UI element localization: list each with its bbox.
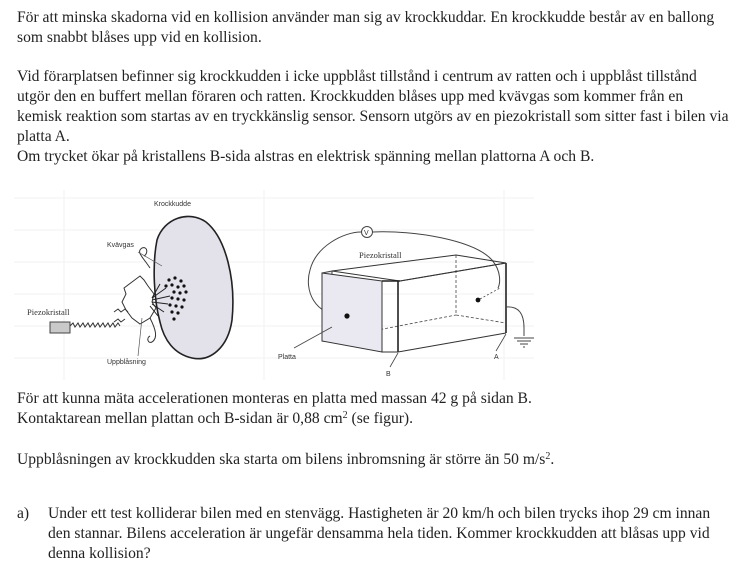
piezo-crystal-block: [50, 322, 70, 333]
question-text: Under ett test kolliderar bilen med en stenvägg. Hastigheten är 20 km/h och bilen trycks ihop 29 cm innan den stannar. Bilens acceleration är ungefär densamma hela tiden. Kommer krockkudden att blåsas upp vid denna kollision?: [48, 505, 711, 562]
b-leader: [390, 353, 398, 367]
threshold-unit-exponent: 2: [545, 451, 551, 462]
ground-icon: [514, 338, 534, 347]
ground-wire: [506, 307, 524, 336]
intro-text: För att minska skadorna vid en kollision använder man sig av krockkuddar. En krockkudde består av en ballong som snabbt blåses upp vid en kollision.: [17, 9, 715, 46]
threshold-text: [17, 450, 732, 470]
figure-drawing: [14, 190, 574, 382]
sensor-description: [17, 67, 732, 167]
area-text-end: (se figur).: [347, 410, 414, 427]
question-label: a): [17, 505, 30, 522]
sensor-text: Vid förarplatsen befinner sig krockkudden i icke uppblåst tillstånd i centrum av ratten och i uppblåst tillstånd utgör den en buffert mellan föraren och ratten. Krockkudden blåses upp med kvävgas som kommer från en kemisk reaktion som startas av en tryckkänslig sensor. Sensorn utgörs av en piezokristall som sitter fast i bilen via platta A.: [17, 68, 729, 145]
label-piezokristall-airbag: Piezokristall: [27, 307, 70, 317]
electrode-a: [476, 298, 481, 303]
inflator-body: [122, 276, 156, 324]
box-bottom-edge: [398, 333, 506, 352]
airbag-diagram: [27, 201, 233, 366]
intro-paragraph: [17, 8, 732, 48]
label-piezokristall-crystal: Piezokristall: [359, 250, 402, 260]
question-a: [17, 504, 732, 564]
voltage-text: Om trycket ökar på kristallens B-sida alstras en elektrisk spänning mellan plattorna A och B.: [17, 148, 595, 165]
label-b: B: [386, 371, 391, 378]
area-text: [17, 409, 732, 429]
mass-text: För att kunna mäta accelerationen monteras en platta med massan 42 g på sidan B.: [17, 390, 532, 407]
voltmeter-label: V: [364, 230, 369, 237]
mass-info: [17, 389, 732, 429]
electrode-b: [344, 313, 349, 318]
label-uppblasning: Uppblåsning: [107, 359, 146, 366]
steering-hook-bottom: [148, 318, 156, 342]
plate-face: [322, 273, 382, 352]
spring-lines: [114, 309, 128, 322]
threshold-text-main: Uppblåsningen av krockkudden ska starta om bilens inbromsning är större än 50 m/s: [17, 451, 546, 468]
box-top-edge: [400, 263, 506, 281]
figure: [14, 190, 574, 382]
label-platta: Platta: [278, 354, 296, 361]
area-unit-exponent: 2: [342, 410, 348, 421]
label-kvavgas: Kvävgas: [107, 242, 134, 249]
label-krockkudde: Krockkudde: [154, 201, 191, 208]
crystal-diagram: [278, 227, 534, 379]
area-text-main: Kontaktarean mellan plattan och B-sidan är 0,88 cm: [17, 410, 343, 427]
label-a: A: [494, 354, 499, 361]
threshold-text-end: .: [550, 451, 555, 468]
threshold-info: [17, 450, 732, 470]
